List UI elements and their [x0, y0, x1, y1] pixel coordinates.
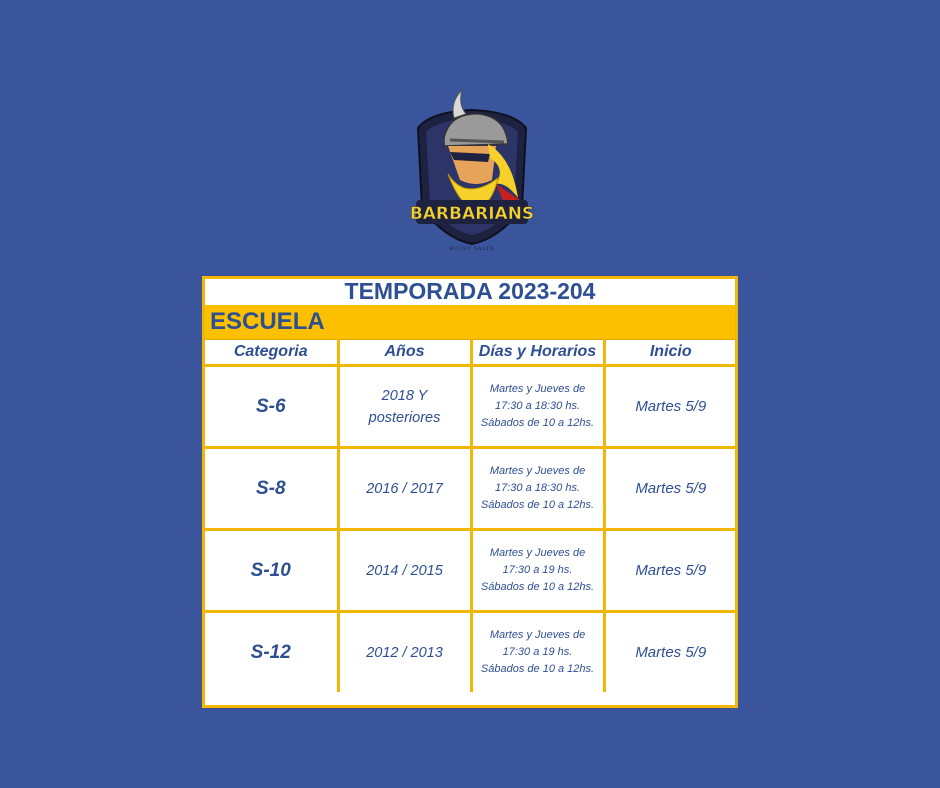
cell-dias	[471, 366, 604, 448]
cell-anos	[338, 612, 471, 693]
cell-inicio: Martes 5/9	[604, 448, 736, 530]
cell-categoria: S-10	[205, 530, 338, 612]
anos-line: 2012 / 2013	[366, 644, 443, 661]
dias-line: Sábados de 10 a 12hs.	[480, 417, 595, 429]
dias-line: Sábados de 10 a 12hs.	[480, 581, 595, 593]
schedule-title: TEMPORADA 2023-204	[344, 278, 596, 304]
cell-dias	[471, 448, 604, 530]
cell-categoria: S-6	[205, 366, 338, 448]
barbarians-logo	[410, 88, 534, 256]
section-title: ESCUELA	[210, 308, 325, 335]
dias-line: 17:30 a 18:30 hs.	[494, 482, 580, 494]
dias-line: Sábados de 10 a 12hs.	[480, 663, 595, 675]
anos-line: 2016 / 2017	[366, 480, 443, 497]
dias-line: Martes y Jueves de	[489, 547, 586, 559]
table-row	[205, 612, 736, 693]
anos-line: 2014 / 2015	[366, 562, 443, 579]
logo-tagline: RUGBY SALTA	[449, 247, 495, 252]
viking-shield-icon	[410, 88, 534, 248]
header-categoria: Categoria	[205, 339, 338, 366]
table-row	[205, 366, 736, 448]
dias-line: Martes y Jueves de	[489, 465, 586, 477]
header-anos: Años	[338, 339, 471, 366]
header-dias: Días y Horarios	[471, 339, 604, 366]
cell-anos	[338, 530, 471, 612]
cell-anos	[338, 448, 471, 530]
anos-line: posteriores	[368, 409, 441, 426]
cell-categoria: S-12	[205, 612, 338, 693]
section-banner	[205, 305, 735, 340]
cell-dias	[471, 530, 604, 612]
cell-categoria: S-8	[205, 448, 338, 530]
header-inicio: Inicio	[604, 339, 736, 366]
dias-line: Martes y Jueves de	[489, 383, 586, 395]
dias-line: Martes y Jueves de	[489, 629, 586, 641]
svg-text:BARBARIANS: BARBARIANS	[410, 204, 534, 224]
cell-inicio: Martes 5/9	[604, 366, 736, 448]
dias-line: 17:30 a 19 hs.	[502, 564, 573, 576]
cell-dias	[471, 612, 604, 693]
dias-line: 17:30 a 18:30 hs.	[494, 400, 580, 412]
cell-anos	[338, 366, 471, 448]
cell-inicio: Martes 5/9	[604, 530, 736, 612]
anos-line: 2018 Y	[381, 387, 428, 404]
dias-line: 17:30 a 19 hs.	[502, 646, 573, 658]
cell-inicio: Martes 5/9	[604, 612, 736, 693]
schedule-table	[205, 339, 736, 692]
table-row	[205, 448, 736, 530]
table-header-row	[205, 339, 736, 366]
schedule-card	[202, 276, 738, 708]
dias-line: Sábados de 10 a 12hs.	[480, 499, 595, 511]
table-row	[205, 530, 736, 612]
